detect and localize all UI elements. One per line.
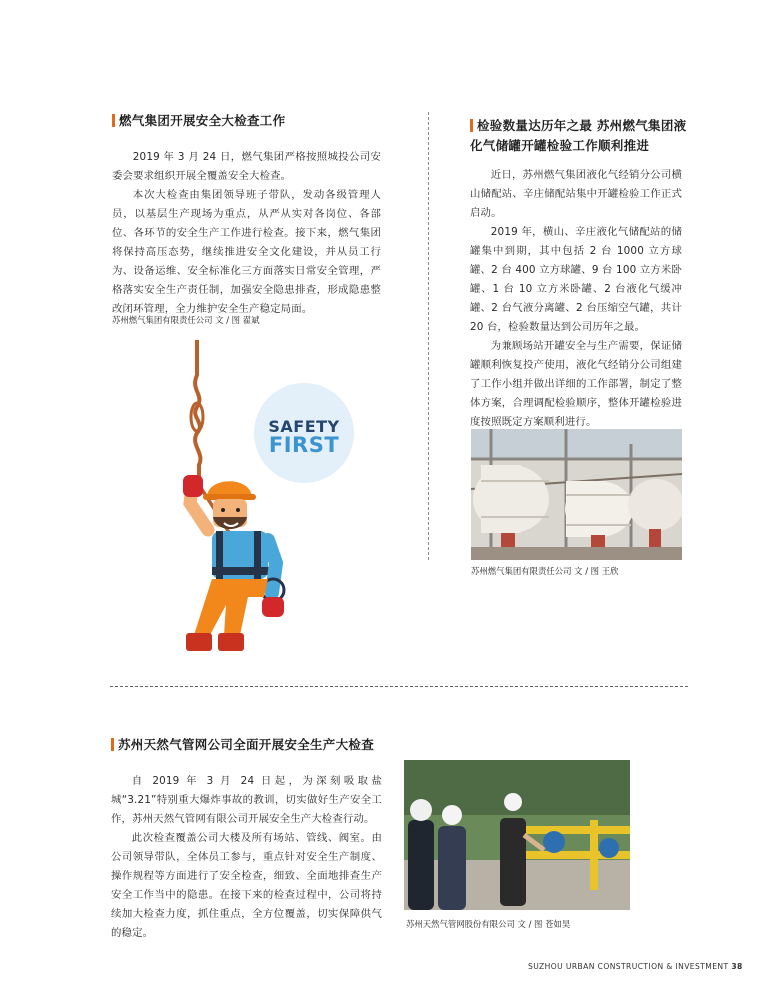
safety-badge-line2: FIRST	[268, 433, 340, 457]
inspection-photo	[404, 760, 630, 910]
column-separator	[428, 112, 429, 560]
section-separator	[110, 686, 688, 687]
article2-paragraph: 近日，苏州燃气集团液化气经销分公司横山储配站、辛庄储配站集中开罐检验工作正式启动。	[470, 169, 682, 219]
safety-badge-line1: SAFETY	[268, 417, 340, 436]
rope-icon	[195, 340, 200, 485]
article2-paragraph: 2019 年，横山、辛庄液化气储配站的储罐集中到期，其中包括 2 台 1000 立方球罐、2 台 400 立方球罐、9 台 100 立方米卧罐、1 台 10 立方米卧罐、2 台液化气缓冲罐、2 台气液分离罐、2 台压缩空气罐，共计 20 台，检验数量达到公司历年之最。	[470, 226, 682, 333]
article1-title-text: 燃气集团开展安全大检查工作	[119, 113, 286, 128]
page-number: 38	[731, 962, 743, 971]
article3-paragraph: 自 2019 年 3 月 24 日起，为深刻吸取盐城“3.21”特别重大爆炸事故的教训，切实做好生产安全工作，苏州天然气管网有限公司开展安全生产大检查行动。	[111, 775, 382, 825]
article2-body	[470, 166, 682, 432]
worker-pants	[194, 579, 268, 635]
article1-paragraph: 2019 年 3 月 24 日，燃气集团严格按照城投公司安委会要求组织开展全覆盖安全大检查。	[112, 151, 381, 182]
inspection-image	[404, 760, 630, 910]
safety-worker-illustration	[150, 335, 365, 665]
storage-tanks-photo	[471, 429, 682, 560]
article1-credit: 苏州燃气集团有限责任公司 文 / 图 翟斌	[112, 315, 260, 325]
page-footer	[528, 962, 743, 971]
article3-paragraph: 此次检查覆盖公司大楼及所有场站、管线、阀室。由公司领导带队，全体员工参与，重点针对安全生产制度、操作规程等方面进行了安全检查，细致、全面地排查生产安全工作当中的隐患。在接下来的检查过程中，公司将持续加大检查力度，抓住重点，全方位覆盖，切实保障供气的稳定。	[111, 832, 382, 939]
article2-title-line2: 化气储罐开罐检验工作顺利推进	[470, 138, 650, 153]
title-accent-bar	[112, 114, 115, 127]
article2-paragraph: 为兼顾场站开罐安全与生产需要，保证储罐顺利恢复投产使用，液化气经销分公司组建了工作小组并做出详细的工作部署，制定了整体方案，合理调配检验顺序，整体开罐检验进度按照既定方案顺利进行。	[470, 340, 682, 428]
footer-text: SUZHOU URBAN CONSTRUCTION & INVESTMENT	[528, 962, 729, 971]
article3-body	[111, 772, 382, 943]
article2-title-line1: 检验数量达历年之最 苏州燃气集团液	[477, 118, 687, 133]
worker-svg	[150, 335, 365, 665]
title-accent-bar	[470, 119, 473, 132]
article3-title-text: 苏州天然气管网公司全面开展安全生产大检查	[118, 737, 375, 752]
title-accent-bar	[111, 738, 114, 751]
article3-title	[111, 735, 411, 755]
article2-title	[470, 116, 710, 156]
article2-credit: 苏州燃气集团有限责任公司 文 / 图 王欣	[471, 566, 619, 576]
article1-body	[112, 148, 381, 319]
article1-title	[112, 111, 412, 131]
article3-credit: 苏州天然气管网股份有限公司 文 / 图 苍如昊	[406, 919, 571, 929]
article1-paragraph: 本次大检查由集团领导班子带队，发动各级管理人员，以基层生产现场为重点，从严从实对各岗位、各部位、各环节的安全生产工作进行检查。接下来，燃气集团将保持高压态势，继续推进安全文化建设，并从员工行为、设备运维、安全标准化三方面落实日常安全管理，严格落实安全生产责任制，加强安全隐患排查，形成隐患整改闭环管理，全力维护安全生产稳定局面。	[112, 189, 381, 315]
storage-tanks-image	[471, 429, 682, 560]
